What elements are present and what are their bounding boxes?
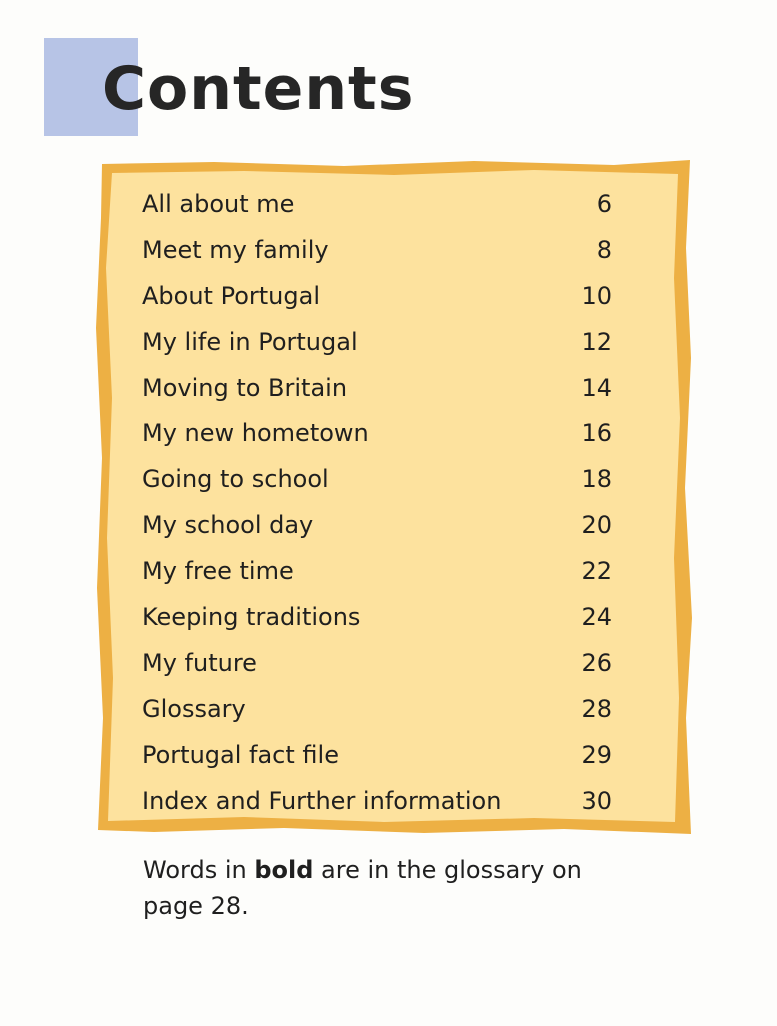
contents-row-page-number: 28: [581, 694, 612, 723]
glossary-note-before: Words in: [143, 856, 255, 884]
contents-row-page-number: 8: [596, 235, 612, 264]
glossary-note: [143, 852, 623, 924]
contents-row-title: Going to school: [142, 465, 329, 494]
contents-row: [142, 276, 612, 322]
contents-row-page-number: 10: [581, 281, 612, 310]
contents-row-title: Meet my family: [142, 235, 329, 264]
contents-row-title: Glossary: [142, 694, 246, 723]
contents-row-title: Index and Further information: [142, 786, 502, 815]
contents-row: [142, 643, 612, 689]
contents-row-title: My free time: [142, 557, 294, 586]
contents-row: [142, 459, 612, 505]
contents-row: [142, 368, 612, 414]
contents-row: [142, 184, 612, 230]
contents-row-title: My school day: [142, 511, 314, 540]
contents-row-page-number: 26: [581, 648, 612, 677]
glossary-note-bold: bold: [254, 856, 314, 884]
contents-row-page-number: 20: [581, 511, 612, 540]
contents-row: [142, 551, 612, 597]
contents-row: [142, 781, 612, 827]
contents-row: [142, 413, 612, 459]
contents-row-page-number: 6: [596, 190, 612, 218]
contents-row: [142, 322, 612, 368]
contents-row: [142, 597, 612, 643]
contents-row: [142, 735, 612, 781]
contents-row-page-number: 16: [581, 419, 612, 448]
contents-row-title: My new hometown: [142, 419, 369, 448]
contents-row-title: Portugal fact file: [142, 740, 339, 769]
contents-row-page-number: 12: [581, 327, 612, 356]
contents-row-page-number: 14: [581, 373, 612, 402]
contents-row: [142, 689, 612, 735]
glossary-note-after: are in the glossary on page 28.: [143, 856, 582, 920]
contents-row-page-number: 29: [581, 740, 612, 769]
contents-row-page-number: 24: [581, 603, 612, 632]
contents-row: [142, 230, 612, 276]
contents-row: [142, 505, 612, 551]
contents-row-title: About Portugal: [142, 281, 320, 310]
contents-row-title: All about me: [142, 190, 295, 218]
contents-row-page-number: 18: [581, 465, 612, 494]
contents-row-page-number: 22: [581, 557, 612, 586]
contents-row-page-number: 30: [581, 786, 612, 815]
page-title: Contents: [102, 54, 415, 124]
contents-row-title: Moving to Britain: [142, 373, 348, 402]
contents-row-title: My life in Portugal: [142, 327, 358, 356]
contents-row-title: My future: [142, 648, 257, 677]
contents-row-title: Keeping traditions: [142, 603, 361, 632]
contents-list: [142, 184, 612, 826]
